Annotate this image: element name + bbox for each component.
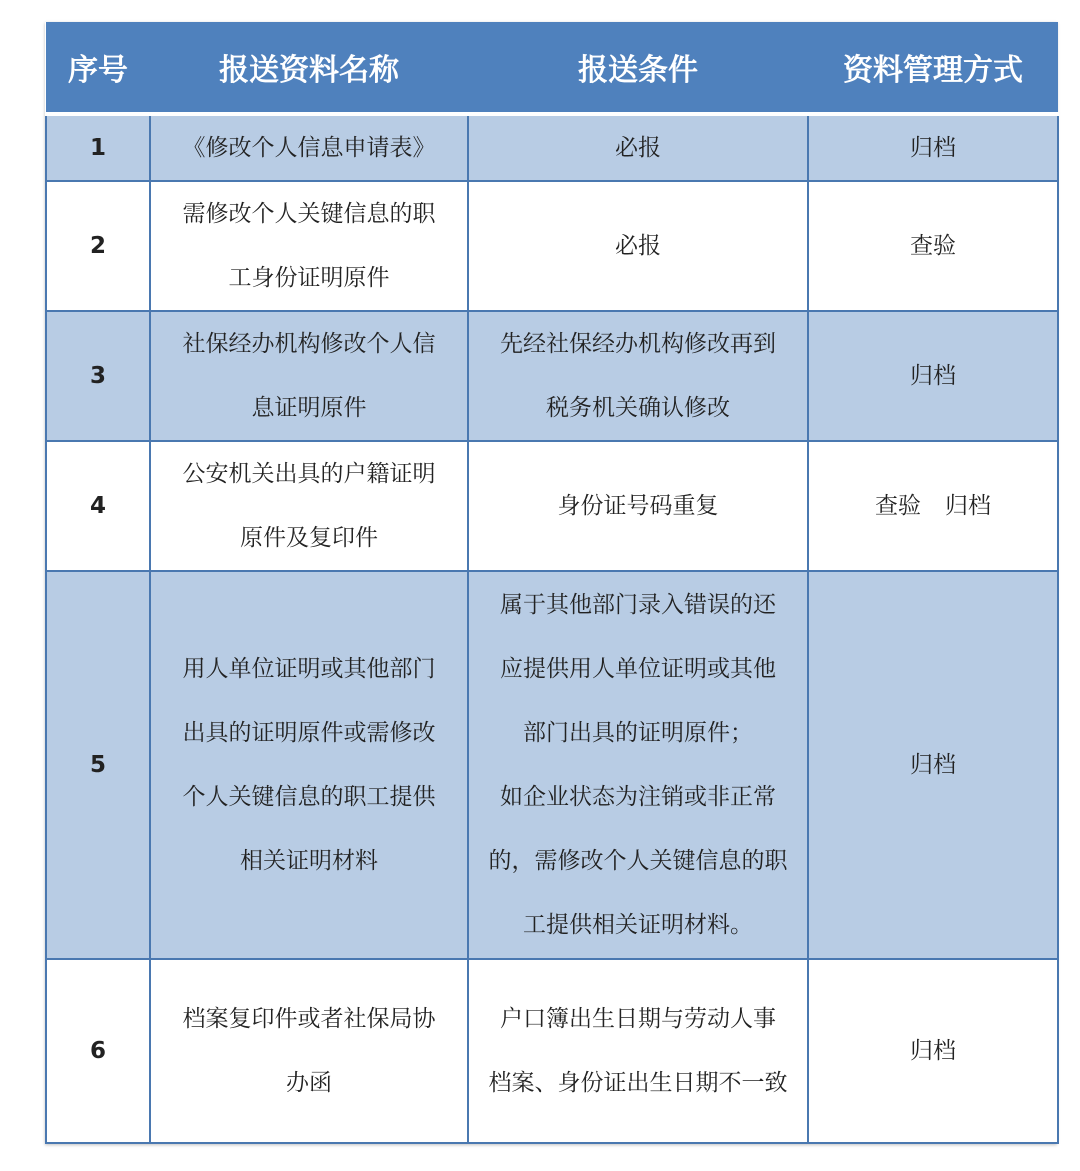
table-row: [46, 571, 1058, 959]
info-table-container: [45, 22, 1057, 1144]
condition-cell: [468, 114, 808, 181]
material-name-cell: [150, 571, 468, 959]
table-row: [46, 959, 1058, 1143]
condition-line: 先经社保经办机构修改再到: [500, 331, 776, 357]
header-management: 资料管理方式: [808, 22, 1058, 114]
row-number: 1: [46, 114, 150, 181]
condition-line: 属于其他部门录入错误的还: [500, 592, 776, 618]
management-value: 查验: [875, 493, 921, 519]
row-number: 4: [46, 441, 150, 571]
management-cell: 归档: [808, 311, 1058, 441]
material-name-line: 社保经办机构修改个人信: [182, 331, 436, 357]
condition-line: 税务机关确认修改: [546, 395, 730, 421]
row-number: 3: [46, 311, 150, 441]
condition-line: 工提供相关证明材料。: [523, 912, 753, 938]
material-name-line: 工身份证明原件: [228, 265, 390, 291]
condition-cell: [468, 959, 808, 1143]
header-serial: 序号: [46, 22, 150, 114]
condition-cell: [468, 571, 808, 959]
table-row: [46, 181, 1058, 311]
management-cell: 查验: [808, 181, 1058, 311]
table-row: [46, 441, 1058, 571]
condition-cell: [468, 311, 808, 441]
condition-line: 的，需修改个人关键信息的职: [488, 848, 788, 874]
condition-line: 部门出具的证明原件；: [523, 720, 753, 746]
condition-cell: [468, 441, 808, 571]
material-name-line: 息证明原件: [251, 395, 367, 421]
condition-line: 身份证号码重复: [557, 493, 719, 519]
condition-line: 档案、身份证出生日期不一致: [488, 1070, 788, 1096]
row-number: 5: [46, 571, 150, 959]
material-name-line: 需修改个人关键信息的职: [182, 201, 436, 227]
material-name-line: 《修改个人信息申请表》: [182, 135, 436, 161]
condition-line: 户口簿出生日期与劳动人事: [500, 1006, 776, 1032]
material-name-line: 公安机关出具的户籍证明: [182, 461, 436, 487]
material-name-cell: [150, 441, 468, 571]
material-name-line: 用人单位证明或其他部门: [182, 656, 436, 682]
management-cell: 归档: [808, 571, 1058, 959]
table-header-row: [46, 22, 1058, 114]
material-name-cell: [150, 114, 468, 181]
management-cell: 归档: [808, 959, 1058, 1143]
header-condition: 报送条件: [468, 22, 808, 114]
row-number: 6: [46, 959, 150, 1143]
material-name-line: 档案复印件或者社保局协: [182, 1006, 436, 1032]
material-name-cell: [150, 181, 468, 311]
condition-line: 应提供用人单位证明或其他: [500, 656, 776, 682]
material-name-line: 原件及复印件: [240, 525, 378, 551]
condition-line: 必报: [615, 135, 661, 161]
material-name-line: 相关证明材料: [240, 848, 378, 874]
table-row: [46, 114, 1058, 181]
management-cell: [808, 441, 1058, 571]
row-number: 2: [46, 181, 150, 311]
condition-cell: [468, 181, 808, 311]
material-name-cell: [150, 311, 468, 441]
table-row: [46, 311, 1058, 441]
management-cell: 归档: [808, 114, 1058, 181]
material-name-line: 个人关键信息的职工提供: [182, 784, 436, 810]
info-table: [45, 22, 1059, 1144]
condition-line: 如企业状态为注销或非正常: [500, 784, 776, 810]
material-name-cell: [150, 959, 468, 1143]
material-name-line: 出具的证明原件或需修改: [182, 720, 436, 746]
management-value: 归档: [945, 493, 991, 519]
material-name-line: 办函: [286, 1070, 332, 1096]
header-material-name: 报送资料名称: [150, 22, 468, 114]
condition-line: 必报: [615, 233, 661, 259]
